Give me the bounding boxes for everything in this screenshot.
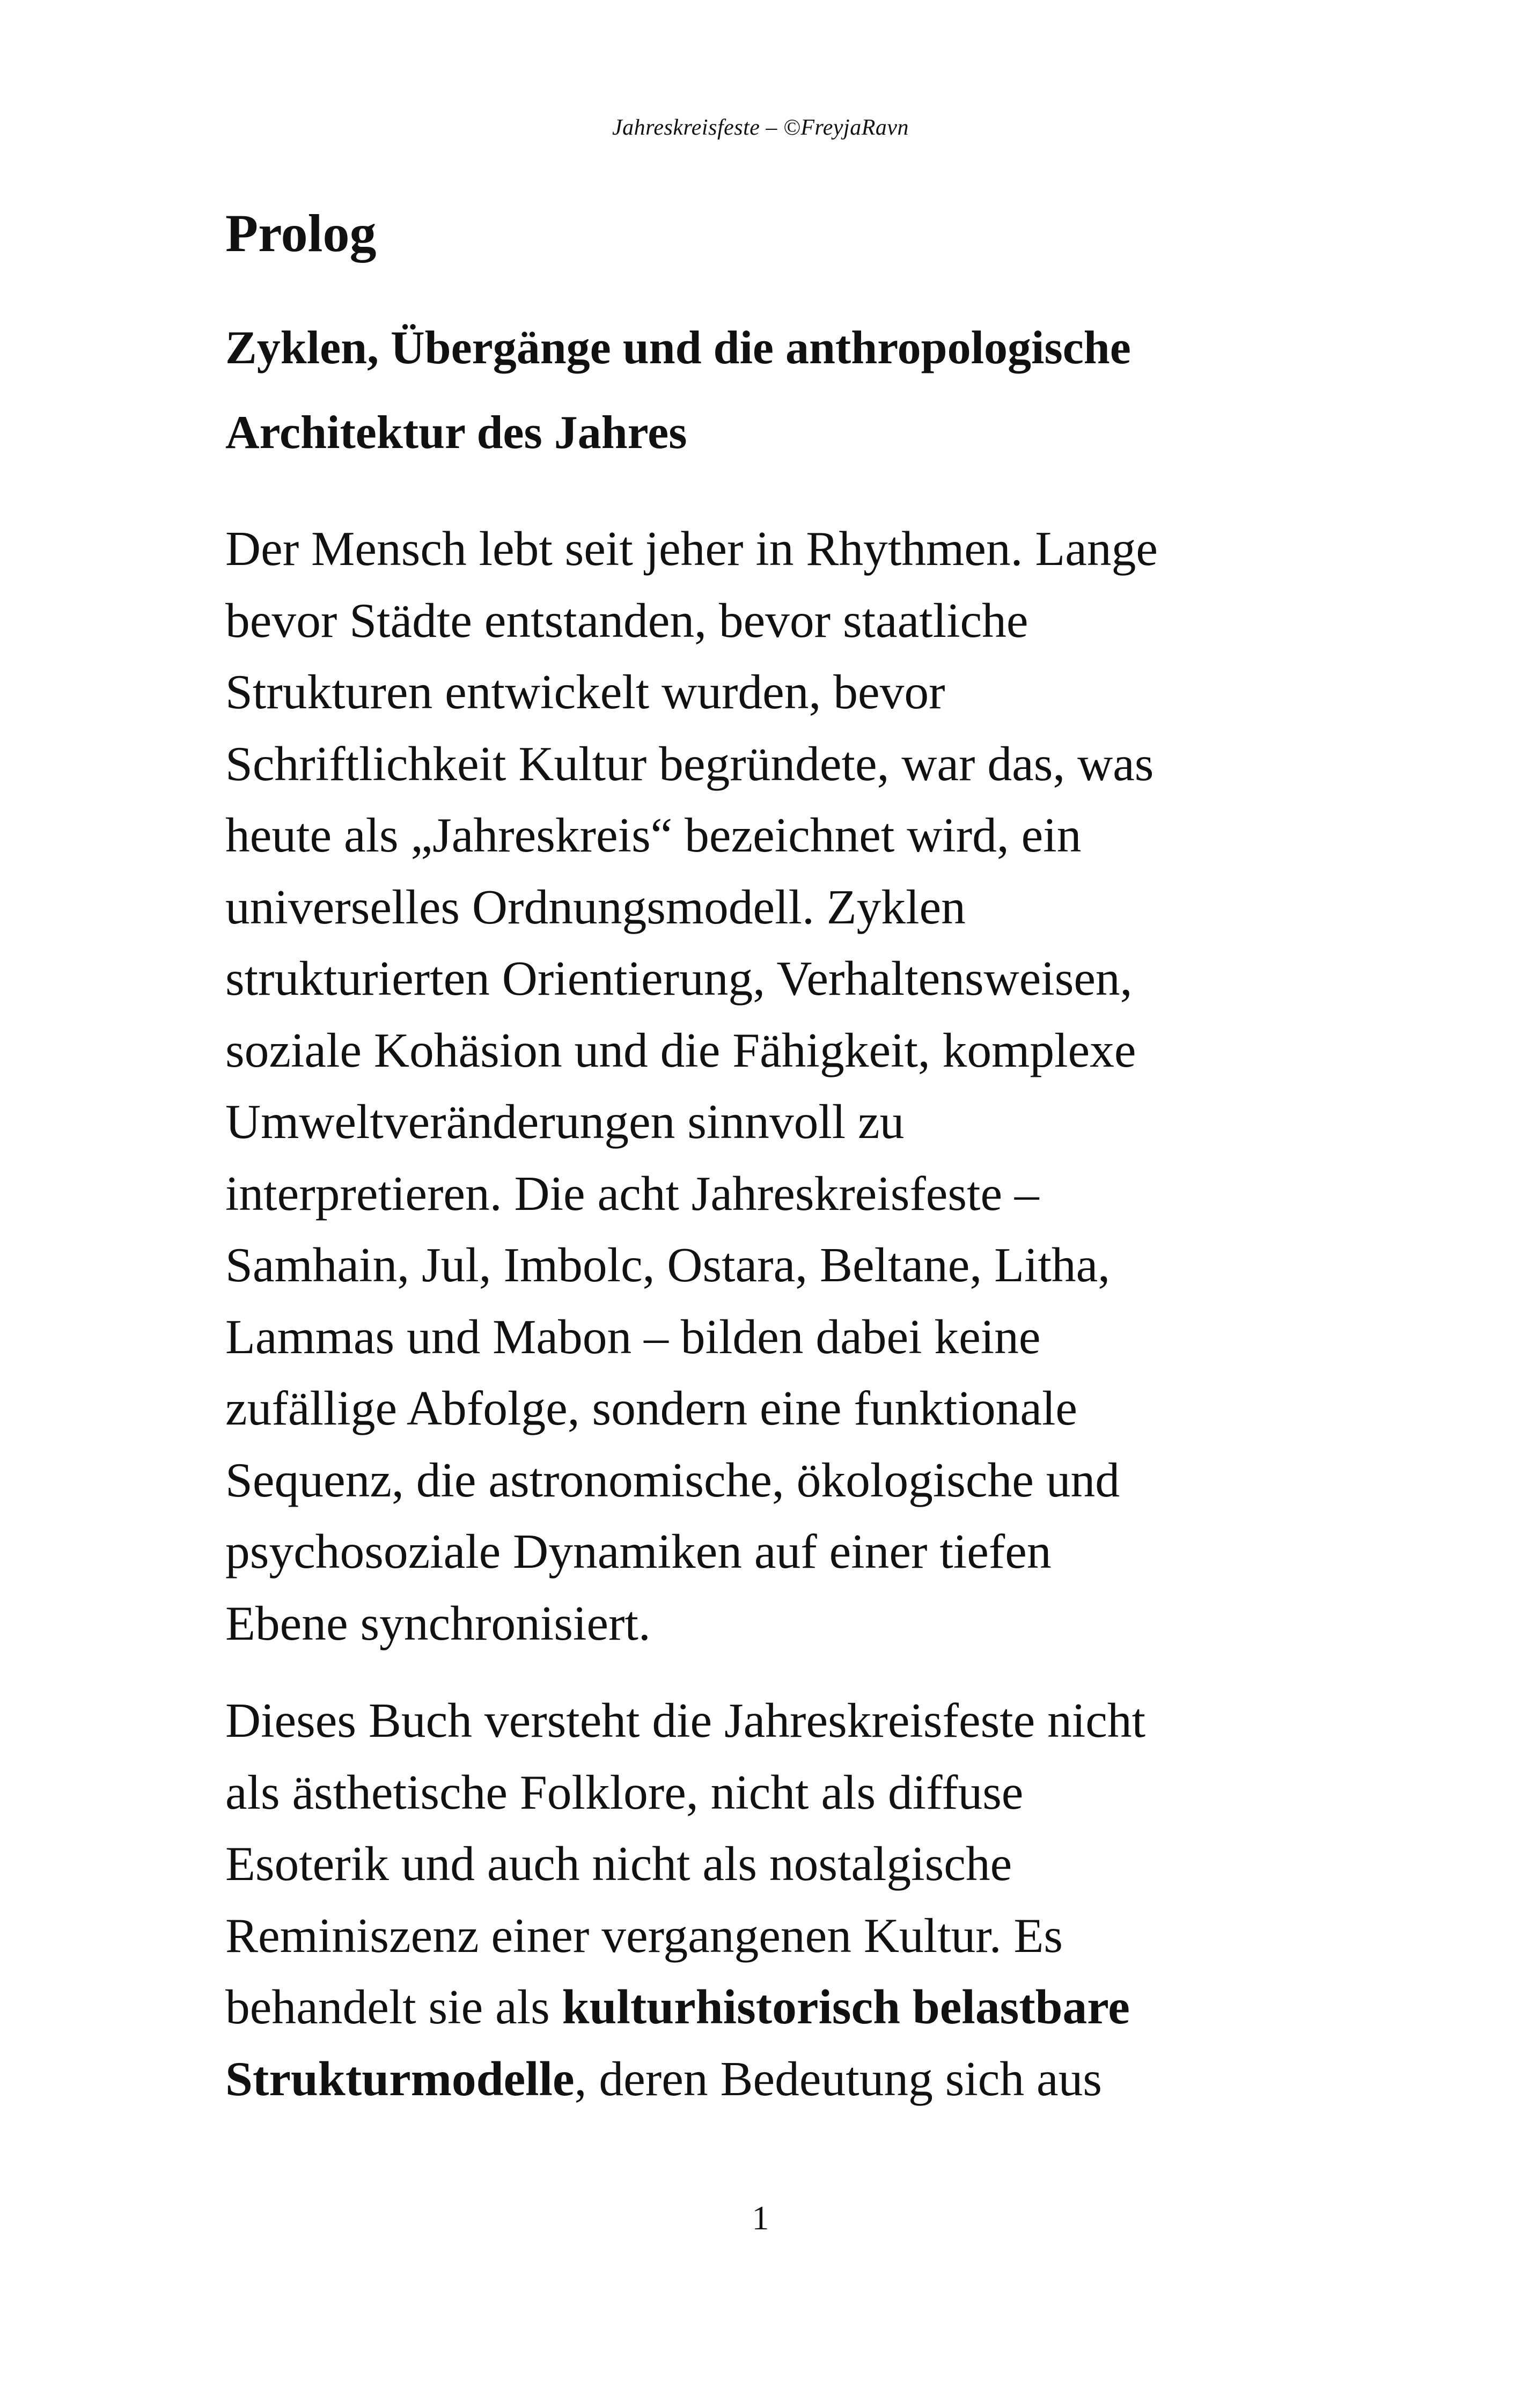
text-segment: behandelt sie als — [225, 1979, 562, 2034]
text-line: zufällige Abfolge, sondern eine funktionale — [225, 1381, 1078, 1435]
text-line: heute als „Jahreskreis“ bezeichnet wird, ein — [225, 807, 1082, 862]
text-line: Strukturen entwickelt wurden, bevor — [225, 664, 945, 719]
text-line: strukturierten Orientierung, Verhaltensweisen, — [225, 951, 1133, 1005]
text-line: Samhain, Jul, Imbolc, Ostara, Beltane, Litha, — [225, 1237, 1111, 1292]
text-line: als ästhetische Folklore, nicht als diffuse — [225, 1764, 1024, 1819]
text-line: Reminiszenz einer vergangenen Kultur. Es — [225, 1907, 1063, 1963]
text-line: Dieses Buch versteht die Jahreskreisfeste nicht — [225, 1693, 1146, 1748]
text-line: bevor Städte entstanden, bevor staatliche — [225, 592, 1028, 648]
text-line: Sequenz, die astronomische, ökologische und — [225, 1452, 1120, 1507]
page-number: 1 — [752, 2199, 769, 2237]
paragraph-thesis — [225, 1685, 1357, 2115]
text-line: interpretieren. Die acht Jahreskreisfeste – — [225, 1165, 1039, 1221]
text-line: Lammas und Mabon – bilden dabei keine — [225, 1309, 1041, 1364]
running-header: Jahreskreisfeste – ©FreyjaRavn — [612, 115, 909, 140]
paragraph-intro — [225, 513, 1357, 1659]
bold-term: Strukturmodelle — [225, 2051, 575, 2106]
subtitle-line: Architektur des Jahres — [225, 407, 687, 459]
text-line — [225, 2043, 1357, 2115]
bold-term: kulturhistorisch belastbare — [562, 1979, 1130, 2034]
text-line: Schriftlichkeit Kultur begründete, war das, was — [225, 736, 1154, 791]
chapter-subtitle — [225, 306, 1357, 475]
text-line: Der Mensch lebt seit jeher in Rhythmen. Lange — [225, 521, 1158, 576]
text-segment: , deren Bedeutung sich aus — [574, 2051, 1103, 2106]
text-line: universelles Ordnungsmodell. Zyklen — [225, 879, 966, 934]
text-line: soziale Kohäsion und die Fähigkeit, komplexe — [225, 1022, 1136, 1077]
page-content — [225, 199, 1357, 2115]
text-line: Umweltveränderungen sinnvoll zu — [225, 1094, 905, 1149]
chapter-title: Prolog — [225, 203, 377, 263]
text-line — [225, 1971, 1357, 2043]
text-line: psychosoziale Dynamiken auf einer tiefen — [225, 1524, 1052, 1579]
text-line: Ebene synchronisiert. — [225, 1595, 651, 1650]
text-line: Esoterik und auch nicht als nostalgische — [225, 1836, 1012, 1891]
subtitle-line: Zyklen, Übergänge und die anthropologische — [225, 322, 1131, 374]
